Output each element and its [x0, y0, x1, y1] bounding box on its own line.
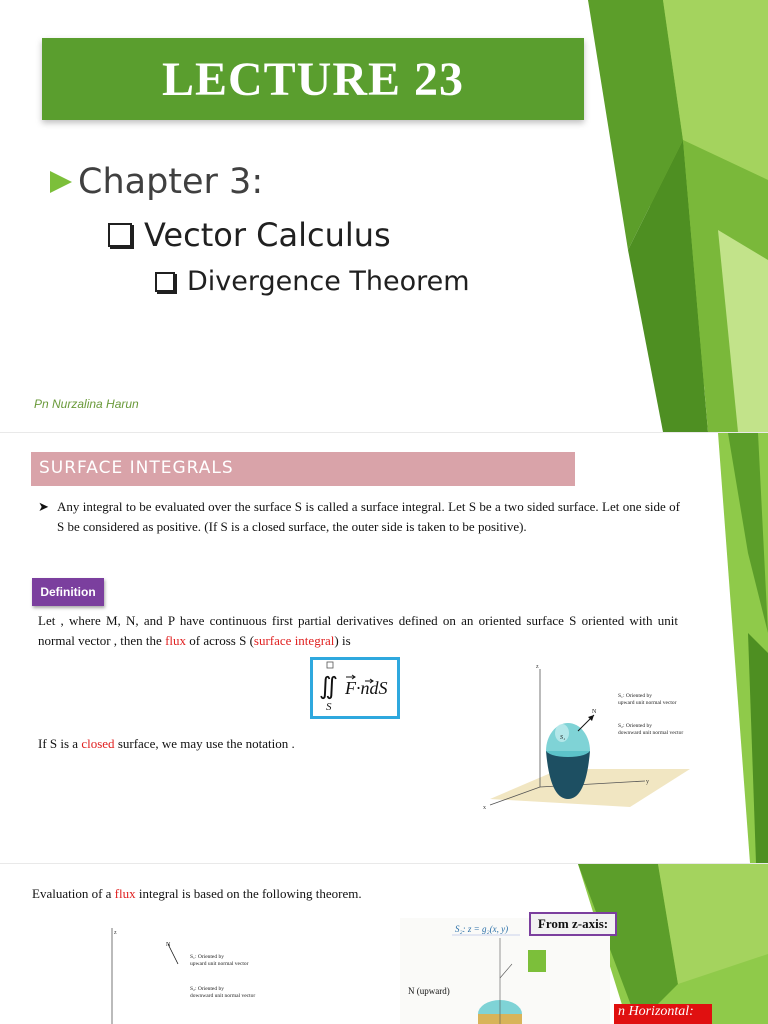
double-integral-formula	[313, 660, 397, 716]
n-upward-label: N (upward)	[408, 986, 450, 996]
flux-term: flux	[114, 886, 136, 901]
surface-figure-left	[80, 924, 310, 1024]
closed-surface-note	[38, 736, 295, 752]
s1-label: S₁: Oriented by	[618, 693, 652, 699]
svg-text:∬: ∬	[319, 674, 338, 700]
topic-bullet	[108, 216, 391, 254]
triangle-bullet-icon	[50, 171, 72, 193]
closed-term: closed	[81, 736, 115, 751]
evaluation-text	[32, 886, 362, 902]
fig-s2-label: S₂: Oriented by	[190, 986, 224, 992]
surface-integrals-slide	[0, 433, 768, 863]
subtopic-bullet	[155, 266, 470, 297]
title-slide	[0, 0, 768, 432]
green-facet-decoration	[568, 0, 768, 432]
green-marker	[528, 950, 546, 972]
s1-mark: S₁	[560, 735, 566, 741]
from-z-axis-label: From z-axis:	[529, 912, 617, 936]
title-banner	[42, 38, 584, 120]
lecture-title: LECTURE 23	[161, 52, 465, 106]
fig-s1-sub: upward unit normal vector	[190, 961, 249, 967]
arrow-bullet-icon: ➤	[38, 499, 49, 514]
topic-label: Vector Calculus	[144, 216, 391, 254]
surface-integral-term: surface integral	[253, 633, 335, 648]
section-title: SURFACE INTEGRALS	[39, 458, 234, 478]
closed-note-part: If S is a	[38, 736, 82, 751]
author-name: Pn Nurzalina Harun	[34, 397, 139, 411]
definition-text-part: Let , where M, N, and P have continuous first partial derivatives defined on an oriented surface S oriented with unit normal vector , then the	[38, 613, 678, 648]
horizontal-label: n Horizontal:	[614, 1004, 712, 1024]
fig-s1-label: S₁: Oriented by	[190, 954, 224, 960]
definition-text	[38, 611, 678, 651]
definition-text-part: ) is	[334, 633, 351, 648]
definition-text-part: of across S (	[186, 633, 254, 648]
svg-text:N: N	[166, 942, 171, 948]
normal-label: N	[592, 709, 597, 715]
eval-text-part: integral is based on the following theorem.	[135, 886, 362, 901]
section-header	[31, 452, 575, 486]
y-axis-label: y	[646, 779, 649, 785]
intro-text: Any integral to be evaluated over the surface S is called a surface integral. Let S be a two sided surface. Let one side of S be considered as positive. (If S is a closed surface, the outer side is taken to be positive).	[57, 499, 680, 534]
s1-sub: upward unit normal vector	[618, 700, 677, 706]
subtopic-label: Divergence Theorem	[187, 266, 470, 297]
s2-equation: S₂: z = g₂(x, y)	[455, 924, 509, 934]
svg-text:z: z	[114, 930, 117, 936]
fig-s2-sub: downward unit normal vector	[190, 993, 256, 999]
oriented-surface-figure	[480, 659, 694, 821]
checkbox-bullet-icon	[155, 272, 175, 292]
integral-lower-limit: S	[326, 701, 332, 713]
integrand: F·ndS	[345, 678, 388, 698]
definition-label: Definition	[32, 578, 104, 606]
s2-label: S₂: Oriented by	[618, 723, 652, 729]
checkbox-bullet-icon	[108, 223, 132, 247]
eval-text-part: Evaluation of a	[32, 886, 115, 901]
intro-paragraph	[40, 497, 680, 537]
closed-note-part: surface, we may use the notation .	[114, 736, 295, 751]
z-axis-label: z	[536, 664, 539, 670]
flux-evaluation-slide	[0, 864, 768, 1024]
x-axis-label: x	[483, 805, 486, 811]
chapter-bullet	[50, 162, 263, 202]
s2-sub: downward unit normal vector	[618, 730, 684, 736]
flux-term: flux	[165, 633, 187, 648]
chapter-label: Chapter 3:	[78, 162, 264, 202]
flux-formula	[310, 657, 400, 719]
